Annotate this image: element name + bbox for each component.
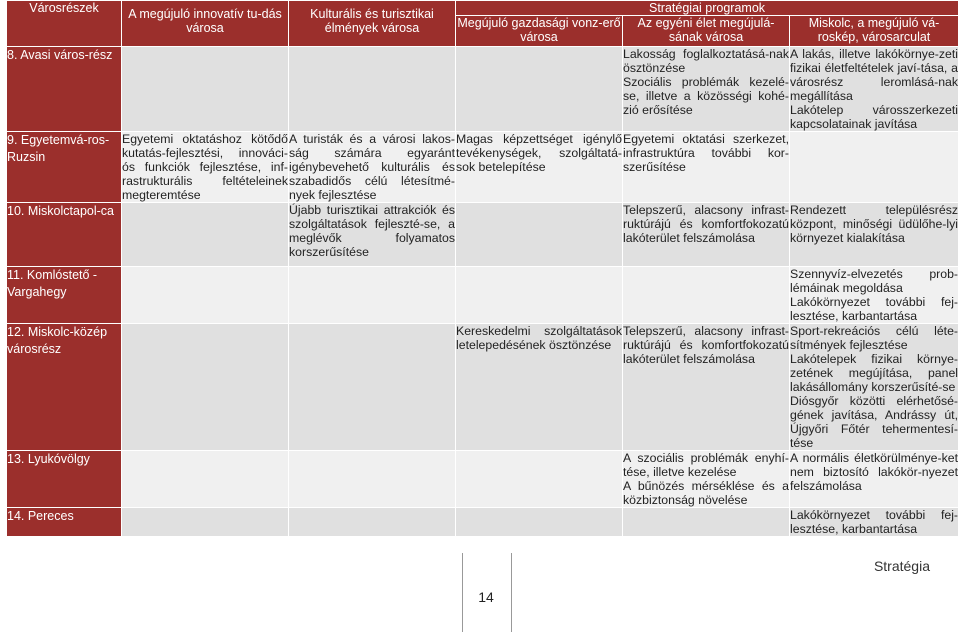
table-cell <box>122 203 289 267</box>
row-header: 9. Egyetemvá-ros-Ruzsin <box>7 132 122 203</box>
table-row <box>7 203 959 267</box>
program-item: A lakás, illetve lakókörnye-zeti fizikai életfeltételek javí-tása, a városrész leromlásá-nak megállítása <box>790 47 959 103</box>
header-col-4: Miskolc, a megújuló vá-roskép, városarculat <box>790 16 959 47</box>
table-cell <box>790 203 959 267</box>
program-item: Kereskedelmi szolgáltatások letelepedésének ösztönzése <box>456 324 622 352</box>
program-item: Szennyvíz-elvezetés prob-lémáinak megoldása <box>790 267 959 295</box>
table-cell <box>289 451 456 508</box>
table-row <box>7 47 959 132</box>
table-cell <box>790 132 959 203</box>
table-cell <box>623 132 790 203</box>
row-header: 8. Avasi város-rész <box>7 47 122 132</box>
table-cell <box>122 132 289 203</box>
table-cell <box>456 508 623 537</box>
table-row <box>7 508 959 537</box>
table-cell <box>623 451 790 508</box>
row-header: 11. Komlóstető - Vargahegy <box>7 267 122 324</box>
program-item: Telepszerű, alacsony infrast-ruktúrájú és komfortfokozatú lakóterület felszámolása <box>623 324 789 366</box>
header-group: Stratégiai programok <box>456 1 959 16</box>
program-item: A normális életkörülménye-ket nem biztosító lakókör-nyezet felszámolása <box>790 451 959 493</box>
program-item: A bűnözés mérséklése és a közbiztonság növelése <box>623 479 789 507</box>
footer-label: Stratégia <box>873 558 930 574</box>
table-cell <box>456 324 623 451</box>
table-cell <box>122 47 289 132</box>
table-cell <box>623 267 790 324</box>
row-header: 13. Lyukóvölgy <box>7 451 122 508</box>
program-item: Lakótelep városszerkezeti kapcsolatainak javítása <box>790 103 959 131</box>
program-item: Sport-rekreációs célú léte-sítmények fejlesztése <box>790 324 959 352</box>
header-city-parts: Városrészek <box>7 1 122 47</box>
table-cell <box>790 324 959 451</box>
table-row <box>7 324 959 451</box>
table-cell <box>790 508 959 537</box>
table-row <box>7 267 959 324</box>
table-cell <box>623 47 790 132</box>
program-item: Egyetemi oktatáshoz kötődő kutatás-fejlesztési, innováci-ós funkciók fejlesztése, inf-rastrukturális feltételeinek megteremtése <box>122 132 288 202</box>
table-cell <box>790 267 959 324</box>
table-cell <box>289 132 456 203</box>
program-item: Diósgyőr közötti elérhetősé-gének javítása, Andrássy út, Újgyőri Főtér tehermentesí-tése <box>790 394 959 450</box>
table-cell <box>456 267 623 324</box>
table-cell <box>456 451 623 508</box>
table-cell <box>122 324 289 451</box>
table-cell <box>623 324 790 451</box>
program-item: Lakókörnyezet további fej-lesztése, karbantartása <box>790 508 959 536</box>
program-item: Lakótelepek fizikai környe-zetének megújítása, panel lakásállomány korszerűsíté-se <box>790 352 959 394</box>
program-item: A szociális problémák enyhí-tése, illetve kezelése <box>623 451 789 479</box>
table-cell <box>289 267 456 324</box>
program-item: Telepszerű, alacsony infrast-ruktúrájú és komfortfokozatú lakóterület felszámolása <box>623 203 789 245</box>
program-item: A turisták és a városi lakos-ság számára egyaránt igénybevehető kulturális és szabadidős célú létesítmé-nyek fejlesztése <box>289 132 455 202</box>
page-number: 14 <box>478 589 494 605</box>
strategy-table <box>6 0 959 537</box>
program-item: Lakosság foglalkoztatásá-nak ösztönzése <box>623 47 789 75</box>
table-cell <box>289 508 456 537</box>
table-cell <box>289 324 456 451</box>
table-cell <box>122 267 289 324</box>
table-cell <box>456 132 623 203</box>
program-item: Szociális problémák kezelé-se, illetve a közösségi kohé-zió erősítése <box>623 75 789 117</box>
row-header: 14. Pereces <box>7 508 122 537</box>
table-cell <box>122 508 289 537</box>
table-cell <box>790 47 959 132</box>
table-cell <box>623 508 790 537</box>
program-item: Magas képzettséget igénylő tevékenységek, szolgáltatá-sok betelepítése <box>456 132 622 174</box>
table-cell <box>790 451 959 508</box>
header-col-3: Az egyéni élet megújulá-sának városa <box>623 16 790 47</box>
program-item: Lakókörnyezet további fej-lesztése, karbantartása <box>790 295 959 323</box>
table-cell <box>289 47 456 132</box>
header-col-0: A megújuló innovatív tu-dás városa <box>122 1 289 47</box>
table-cell <box>122 451 289 508</box>
program-item: Egyetemi oktatási szerkezet, infrastruktúra további kor-szerűsítése <box>623 132 789 174</box>
table-cell <box>456 47 623 132</box>
table-cell <box>623 203 790 267</box>
table-row <box>7 451 959 508</box>
header-col-2: Megújuló gazdasági vonz-erő városa <box>456 16 623 47</box>
table-row <box>7 132 959 203</box>
header-col-1: Kulturális és turisztikai élmények városa <box>289 1 456 47</box>
program-item: Újabb turisztikai attrakciók és szolgáltatások fejleszté-se, a meglévők folyamatos korszerűsítése <box>289 203 455 259</box>
table-cell <box>456 203 623 267</box>
row-header: 12. Miskolc-közép városrész <box>7 324 122 451</box>
table-cell <box>289 203 456 267</box>
program-item: Rendezett településrész központ, minőségi üdülőhe-lyi környezet kialakítása <box>790 203 959 245</box>
row-header: 10. Miskolctapol-ca <box>7 203 122 267</box>
